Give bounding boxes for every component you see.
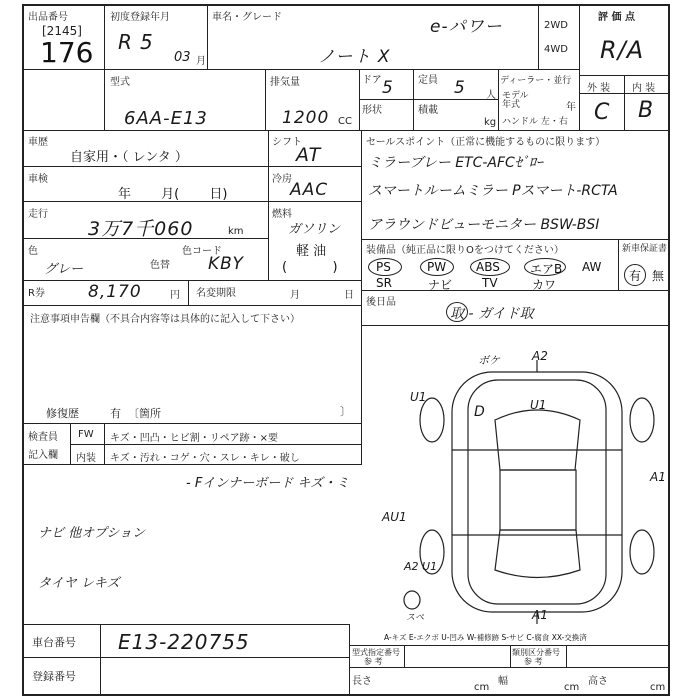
repair-place: 〔箇所 bbox=[128, 407, 161, 420]
interior-text: キズ・汚れ・コゲ・穴・スレ・キレ・破し bbox=[110, 453, 300, 464]
entry-label: 記入欄 bbox=[28, 450, 58, 461]
color-code-label: 色コード bbox=[182, 246, 222, 257]
equip-pw: PW bbox=[427, 260, 447, 274]
mileage-value: 3万7千060 bbox=[88, 218, 194, 240]
capacity-unit: 人 bbox=[486, 90, 496, 101]
equip-abs: ABS bbox=[476, 260, 500, 274]
displacement-label: 排気量 bbox=[270, 77, 300, 88]
diagram-label-a1-bottom: A1 bbox=[532, 608, 548, 622]
tax-month: 月 bbox=[290, 290, 300, 301]
type-value: 6AA-E13 bbox=[124, 108, 208, 129]
interior-row-label: 内装 bbox=[76, 453, 96, 464]
reg-label: 登録番号 bbox=[32, 670, 76, 683]
color-code-value: KBY bbox=[208, 254, 244, 274]
month-unit: 月 bbox=[196, 56, 206, 67]
repair-label: 修復歴 bbox=[46, 407, 79, 420]
fuel-diesel: 軽 油 bbox=[296, 244, 327, 259]
new-car-no: 無 bbox=[652, 269, 665, 283]
type-spec-sub: 参 考 bbox=[364, 657, 383, 666]
height-cm: cm bbox=[650, 682, 666, 693]
sales-title: セールスポイント（正常に機能するものに限ります） bbox=[366, 137, 606, 148]
hw-note-3: タイヤ レキズ bbox=[38, 576, 120, 591]
model-year-unit: 年 bbox=[566, 102, 576, 113]
repair-close: 〕 bbox=[340, 405, 351, 418]
equip-aw: AW bbox=[582, 260, 602, 274]
type-label: 型式 bbox=[110, 77, 130, 88]
shift-label: シフト bbox=[272, 137, 302, 148]
interior-grade: B bbox=[638, 98, 655, 123]
tax-day: 日 bbox=[344, 290, 354, 301]
hw-note-1: - Fインナーボード キズ・ミ bbox=[186, 476, 350, 491]
notes-label: 注意事項申告欄（不具合内容等は具体的に記入して下さい） bbox=[30, 314, 300, 325]
sales-line2: スマートルームミラー Pスマート-RCTA bbox=[368, 183, 618, 199]
width-cm: cm bbox=[564, 682, 580, 693]
lot-label: 出品番号 bbox=[28, 12, 68, 23]
length-cm: cm bbox=[474, 682, 490, 693]
capacity-value: 5 bbox=[454, 78, 466, 98]
fw-text: キズ・凹凸・ヒビ割・リペア跡・×要 bbox=[110, 433, 278, 444]
class-sub: 参 考 bbox=[524, 657, 543, 666]
recycle-label: R券 bbox=[28, 288, 45, 299]
year: 5 bbox=[140, 30, 154, 54]
diagram-label-d: D bbox=[474, 404, 485, 420]
exterior-label: 外 装 bbox=[587, 83, 611, 94]
mileage-unit: km bbox=[228, 226, 244, 237]
diagram-label-spare: スペ bbox=[406, 613, 425, 623]
capacity-label: 定員 bbox=[418, 75, 438, 86]
exterior-grade: C bbox=[594, 100, 611, 125]
equip-tv: TV bbox=[482, 276, 498, 290]
sales-line3: アラウンドビューモニター BSW-BSI bbox=[368, 217, 600, 233]
doors-label: ドア bbox=[362, 75, 382, 86]
fuel-paren: ( ) bbox=[282, 260, 338, 275]
month: 03 bbox=[174, 50, 191, 65]
history-value: 自家用・（ レンタ ） bbox=[70, 150, 188, 165]
model-grade-label: 車名・グレード bbox=[212, 12, 282, 23]
rating-value: R/A bbox=[600, 36, 645, 64]
displacement-value: 1200 bbox=[282, 108, 330, 128]
class-label: 類別区分番号 bbox=[512, 648, 560, 657]
damage-legend: A-キズ E-エクボ U-凹み W-補修跡 S-サビ C-腐食 XX-交換済 bbox=[384, 633, 587, 642]
diagram-label-a2-u1: A2 U1 bbox=[404, 560, 438, 573]
equip-airbag: エアB bbox=[530, 262, 563, 276]
load-label: 積載 bbox=[418, 105, 438, 116]
grade: ノート X bbox=[318, 47, 391, 67]
repair-yes: 有 bbox=[110, 407, 121, 420]
inspection-label: 車検 bbox=[28, 174, 48, 185]
diagram-label-u1-hood: U1 bbox=[530, 398, 547, 412]
inspector-label: 検査員 bbox=[28, 432, 58, 443]
diagram-label-a2-top: A2 bbox=[532, 349, 548, 363]
ac-label: 冷房 bbox=[272, 174, 292, 185]
mileage-label: 走行 bbox=[28, 209, 48, 220]
equipment-label: 装備品（純正品に限りOをつけてください） bbox=[366, 245, 564, 256]
width-label: 幅 bbox=[498, 676, 508, 687]
recycle-unit: 円 bbox=[170, 290, 180, 301]
diagram-label-boke: ボケ bbox=[478, 354, 500, 367]
history-label: 車歴 bbox=[28, 137, 48, 148]
new-car-yes: 有 bbox=[629, 269, 642, 283]
shape-label: 形状 bbox=[362, 105, 382, 116]
fuel-label: 燃料 bbox=[272, 209, 292, 220]
tax-label: 名変期限 bbox=[196, 288, 236, 299]
equip-sr: SR bbox=[376, 276, 392, 290]
first-reg-label: 初度登録年月 bbox=[110, 12, 170, 23]
inspection-value: 年 月( 日) bbox=[118, 187, 228, 202]
era: R bbox=[118, 30, 133, 54]
handle-label: ハンドル 左・右 bbox=[502, 117, 568, 127]
hw-note-2: ナビ 他オプション bbox=[38, 526, 145, 541]
docs-value: 取 - ガイド取 bbox=[450, 306, 534, 322]
drive-4wd: 4WD bbox=[544, 44, 568, 55]
shift-value: AT bbox=[296, 144, 322, 166]
diagram-label-u1-left: U1 bbox=[410, 390, 427, 404]
type-spec-label: 型式指定番号 bbox=[352, 648, 400, 657]
interior-label: 内 装 bbox=[632, 83, 656, 94]
equip-navi: ナビ bbox=[428, 278, 453, 292]
doors-value: 5 bbox=[382, 78, 394, 98]
diagram-label-au1: AU1 bbox=[382, 510, 407, 524]
chassis-value: E13-220755 bbox=[118, 630, 250, 654]
lot-number: 176 bbox=[40, 36, 94, 69]
equip-leather: カワ bbox=[532, 278, 557, 292]
diagram-label-a1-right: A1 bbox=[650, 470, 666, 484]
dealer-label: ディーラー・並行 bbox=[500, 76, 572, 86]
sales-line1: ミラーブレー ETC-AFCｾﾞﾛｰ bbox=[368, 155, 543, 171]
length-label: 長さ bbox=[352, 676, 372, 687]
load-unit: kg bbox=[484, 117, 497, 128]
equip-ps: PS bbox=[376, 260, 391, 274]
fw-label: FW bbox=[78, 429, 94, 440]
model-name: e-パワー bbox=[430, 17, 503, 37]
displacement-unit: CC bbox=[338, 116, 352, 127]
height-label: 高さ bbox=[588, 676, 608, 687]
docs-label: 後日品 bbox=[366, 297, 396, 308]
color-change-label: 色替 bbox=[150, 260, 170, 271]
lot-code: [2145] bbox=[42, 24, 82, 38]
fuel-gas: ガソリン bbox=[288, 222, 341, 237]
drive-2wd: 2WD bbox=[544, 20, 568, 31]
color-value: グレー bbox=[44, 262, 84, 277]
ac-value: AAC bbox=[290, 180, 329, 200]
new-car-label: 新車保証書 bbox=[622, 244, 668, 254]
rating-label: 評 価 点 bbox=[598, 12, 635, 23]
chassis-label: 車台番号 bbox=[32, 636, 76, 649]
model-year-label: モデル年式 bbox=[502, 91, 529, 110]
color-label: 色 bbox=[28, 246, 38, 257]
drive-box bbox=[538, 4, 580, 70]
recycle-value: 8,170 bbox=[88, 282, 142, 302]
